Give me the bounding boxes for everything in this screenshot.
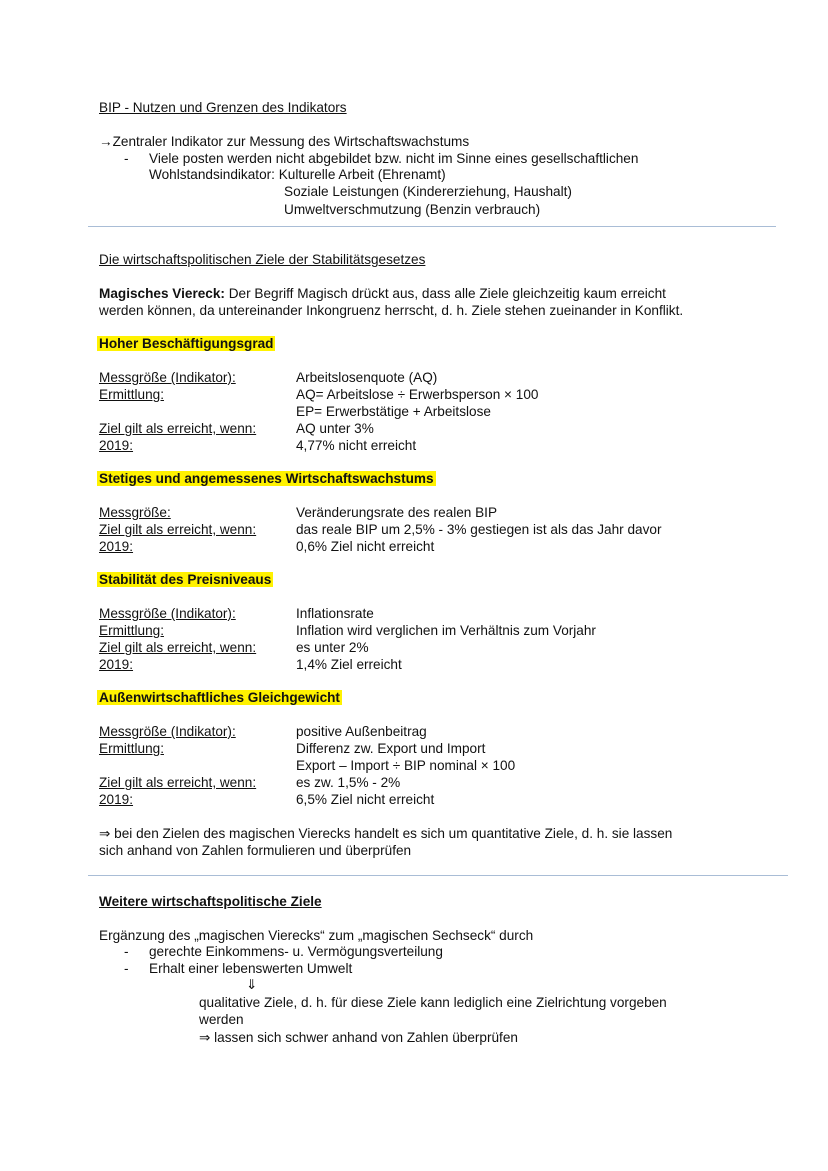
bip-line-2: Wohlstandsindikator: Kulturelle Arbeit (Ehrenamt) (149, 167, 446, 182)
heading-preisniveau-text: Stabilität des Preisniveaus (99, 572, 272, 587)
s2-label-2019: 2019: (99, 539, 134, 554)
s1-label-2019: 2019: (99, 438, 134, 453)
s4-value-ermittlung-2: Export – Import ÷ BIP nominal × 100 (296, 758, 516, 773)
weitere-item-2: Erhalt einer lebenswerten Umwelt (149, 961, 353, 976)
weitere-dash-1: - (124, 944, 129, 959)
s3-label-ziel: Ziel gilt als erreicht, wenn: (99, 640, 257, 655)
s1-label-ermittlung: Ermittlung: (99, 387, 164, 402)
s3-value-ermittlung: Inflation wird verglichen im Verhältnis zum Vorjahr (296, 623, 596, 638)
magisches-viereck-text-1: Der Begriff Magisch drückt aus, dass alle Ziele gleichzeitig kaum erreicht (224, 286, 666, 301)
bip-line-1: Viele posten werden nicht abgebildet bzw. nicht im Sinne eines gesellschaftlichen (149, 151, 639, 166)
s4-value-messgroesse: positive Außenbeitrag (296, 724, 427, 739)
s3-label-ermittlung: Ermittlung: (99, 623, 164, 638)
s1-label-messgroesse: Messgröße (Indikator): (99, 370, 236, 385)
weitere-item-1: gerechte Einkommens- u. Vermögungsverteilung (149, 944, 443, 959)
heading-beschaeftigung-text: Hoher Beschäftigungsgrad (99, 336, 274, 351)
divider-1 (88, 226, 776, 227)
heading-wachstum (97, 470, 436, 487)
s4-value-ziel: es zw. 1,5% - 2% (296, 775, 401, 790)
s4-label-2019: 2019: (99, 792, 134, 807)
s1-value-ziel: AQ unter 3% (296, 421, 374, 436)
s1-value-messgroesse: Arbeitslosenquote (AQ) (296, 370, 438, 385)
heading-aussenwirtschaft-text: Außenwirtschaftliches Gleichgewicht (99, 690, 340, 705)
weitere-dash-2: - (124, 961, 129, 976)
magisches-viereck-line-2: werden können, da untereinander Inkongruenz herrscht, d. h. Ziele stehen zueinander in Konflikt. (99, 303, 684, 318)
bip-dash: - (124, 151, 129, 166)
s2-label-ziel: Ziel gilt als erreicht, wenn: (99, 522, 257, 537)
s1-value-2019: 4,77% nicht erreicht (296, 438, 417, 453)
bip-line-4: Umweltverschmutzung (Benzin verbrauch) (284, 202, 541, 217)
qualitative-line-1: qualitative Ziele, d. h. für diese Ziele kann lediglich eine Zielrichtung vorgeben (199, 995, 667, 1010)
weitere-intro: Ergänzung des „magischen Vierecks“ zum „magischen Sechseck“ durch (99, 928, 534, 943)
s1-label-ziel: Ziel gilt als erreicht, wenn: (99, 421, 257, 436)
s3-value-ziel: es unter 2% (296, 640, 369, 655)
conclusion-line-2: sich anhand von Zahlen formulieren und überprüfen (99, 843, 412, 858)
magisches-viereck-line-1 (99, 285, 666, 302)
bip-line-3: Soziale Leistungen (Kindererziehung, Haushalt) (284, 184, 572, 199)
stab-title: Die wirtschaftspolitischen Ziele der Stabilitätsgesetzes (99, 252, 426, 267)
qualitative-line-2: werden (199, 1012, 244, 1027)
heading-preisniveau (97, 571, 273, 588)
s2-value-ziel: das reale BIP um 2,5% - 3% gestiegen ist als das Jahr davor (296, 522, 662, 537)
s3-value-messgroesse: Inflationsrate (296, 606, 374, 621)
s2-label-messgroesse: Messgröße: (99, 505, 171, 520)
s4-label-ermittlung: Ermittlung: (99, 741, 164, 756)
bip-arrow-line: →Zentraler Indikator zur Messung des Wirtschaftswachstums (99, 134, 470, 149)
s3-label-messgroesse: Messgröße (Indikator): (99, 606, 236, 621)
s1-value-ermittlung-2: EP= Erwerbstätige + Arbeitslose (296, 404, 491, 419)
s3-value-2019: 1,4% Ziel erreicht (296, 657, 402, 672)
heading-beschaeftigung (97, 335, 275, 352)
s4-value-ermittlung: Differenz zw. Export und Import (296, 741, 486, 756)
s4-label-messgroesse: Messgröße (Indikator): (99, 724, 236, 739)
heading-wachstum-text: Stetiges und angemessenes Wirtschaftswachstums (99, 471, 434, 486)
weitere-title: Weitere wirtschaftspolitische Ziele (99, 894, 322, 909)
s3-label-2019: 2019: (99, 657, 134, 672)
s4-value-2019: 6,5% Ziel nicht erreicht (296, 792, 435, 807)
heading-aussenwirtschaft (97, 689, 342, 706)
s1-value-ermittlung: AQ= Arbeitslose ÷ Erwerbsperson × 100 (296, 387, 539, 402)
s2-value-2019: 0,6% Ziel nicht erreicht (296, 539, 435, 554)
conclusion-line-1: ⇒ bei den Zielen des magischen Vierecks handelt es sich um quantitative Ziele, d. h. sie lassen (99, 826, 673, 841)
divider-2 (88, 875, 788, 876)
s4-label-ziel: Ziel gilt als erreicht, wenn: (99, 775, 257, 790)
magisches-viereck-term: Magisches Viereck: (99, 286, 225, 301)
down-arrow-icon: ⇓ (246, 977, 258, 992)
qualitative-line-3: ⇒ lassen sich schwer anhand von Zahlen überprüfen (199, 1030, 518, 1045)
bip-title: BIP - Nutzen und Grenzen des Indikators (99, 100, 347, 115)
s2-value-messgroesse: Veränderungsrate des realen BIP (296, 505, 498, 520)
